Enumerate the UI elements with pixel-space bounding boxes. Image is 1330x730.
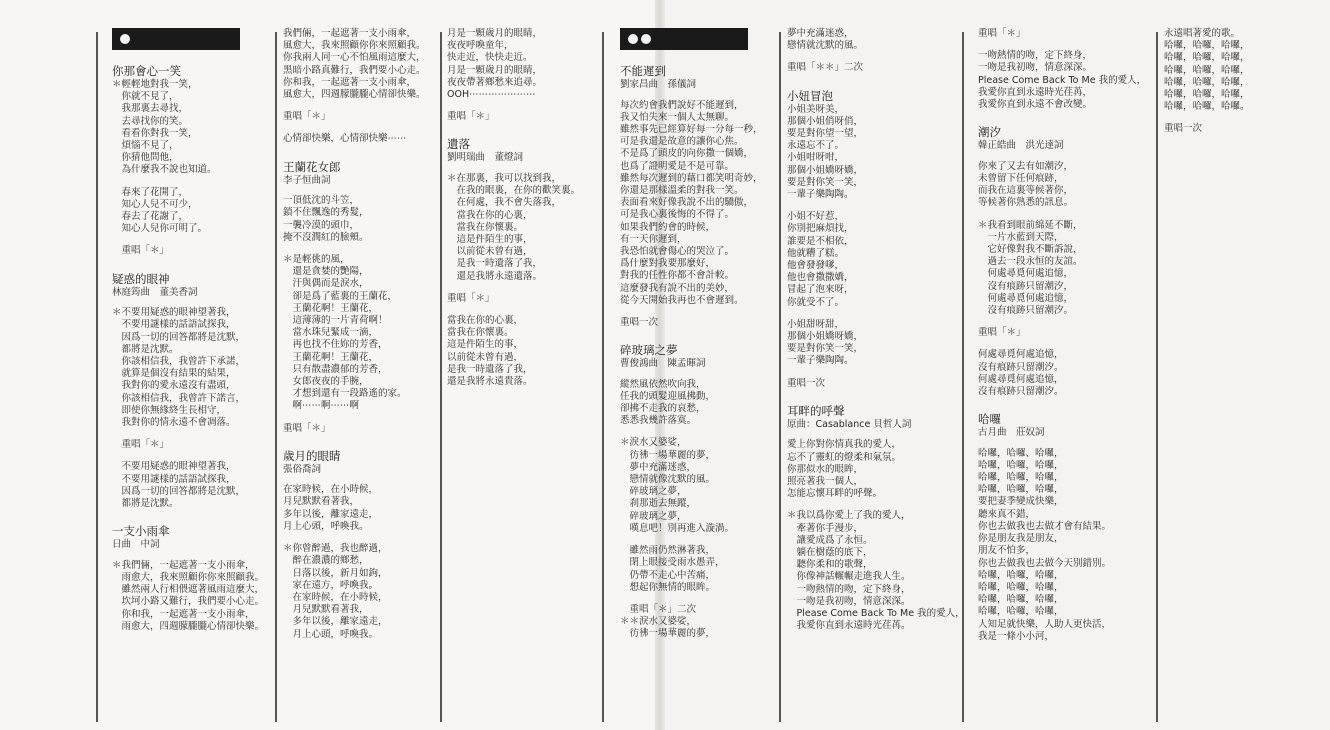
lyric-line: 再也找不住妳的芳香，	[283, 339, 388, 351]
lyric-line: 一輩子樂陶陶。	[787, 189, 854, 201]
lyric-line: Please Come Back To Me 我的愛人，	[978, 74, 1147, 86]
lyric-line: 重唱「＊」	[112, 439, 170, 451]
lyric-line: 他就糟了糕。	[787, 247, 845, 259]
lyric-line: 那個小姐嬌呀嬌，	[787, 331, 864, 343]
stanza-gap	[620, 427, 780, 437]
lyric-line: 重唱一次	[787, 377, 826, 389]
lyric-line: 因爲一切的回答都將是沈默，	[112, 331, 246, 343]
lyric-line: 誰要是不相依，	[787, 235, 854, 247]
lyric-line: 你也去做我也去做才會有結果。	[978, 520, 1112, 532]
lyric-line: 月上心頭，呼喚我。	[283, 628, 379, 640]
lyric-line: 你也去做我也去做今天別錯別。	[978, 557, 1112, 569]
lyric-line: 碎玻璃之夢，	[620, 486, 687, 498]
lyric-line: 哈囉，哈囉，哈囉，	[978, 472, 1064, 484]
lyric-line: 永遠唱著愛的歌。	[1164, 28, 1241, 39]
lyric-line: 哈囉，哈囉，哈囉，	[978, 606, 1064, 618]
stanza-gap	[112, 429, 272, 439]
stanza-gap	[978, 317, 1153, 327]
lyric-line: 哈囉，哈囉，哈囉，	[1164, 89, 1250, 101]
lyric-line: 表面看來好像我說不出的驕傲，	[620, 197, 754, 209]
dot-icon	[120, 34, 130, 44]
lyric-line: 當我在你的心裏，	[447, 209, 533, 221]
stanza-gap	[447, 283, 597, 293]
lyric-line: 彷彿一場華麗的夢，	[620, 449, 716, 461]
lyric-line: 每次約會我們說好不能遲到，	[620, 99, 744, 111]
lyric-line: 在我的眼裏，在你的歡笑裏。	[447, 185, 581, 197]
lyric-line: 就算是個沒有結果的結果，	[112, 368, 236, 380]
lyric-line: 醉在濃濃的鄉愁，	[283, 555, 369, 567]
lyric-line: 我是一條小小河，	[978, 630, 1055, 642]
lyric-line: 重唱「＊」	[283, 111, 331, 123]
lyric-line: 小姐咁呀咁，	[787, 152, 845, 164]
lyric-line: 哈囉，哈囉，哈囉，	[1164, 40, 1250, 52]
lyric-line: 王蘭花啊！王蘭花，	[283, 351, 379, 363]
lyric-line: 嘆息吧！別再進入漩渦。	[620, 522, 735, 534]
lyric-line: 雖然每次遲到的藉口都笑明奇妙，	[620, 172, 763, 184]
lyric-line: 月兒默默看著我，	[283, 496, 360, 508]
stanza-gap	[283, 413, 438, 423]
lyric-line: 對我的任性你都不會計較。	[620, 270, 735, 282]
lyric-line: 沒有痕跡只留潮汐。	[978, 385, 1064, 397]
lyric-line: 哈囉，哈囉、哈囉，	[978, 447, 1064, 459]
lyric-line: 是我一時遺落了我，	[447, 258, 543, 270]
song-credit: 原曲：Casablance 貝哲人詞	[787, 418, 912, 430]
stanza-gap	[283, 533, 438, 543]
stanza-gap	[283, 101, 438, 111]
lyric-line: 一吻熱情的吻，定下終身，	[978, 50, 1093, 62]
stanza-gap	[620, 329, 780, 339]
lyric-line: 只有散盡濃郁的芳香，	[283, 363, 388, 375]
stanza-gap	[112, 510, 272, 520]
lyrics-column	[447, 28, 597, 388]
lyric-line: 在家時候，在小時候，	[283, 591, 388, 603]
lyric-line: 重唱「＊」	[447, 111, 495, 123]
stanza-gap	[283, 123, 438, 133]
lyric-line: 哈囉，哈囉，哈囉。	[1164, 101, 1250, 113]
lyric-line: 雖然兩人行相偎遮著風雨這麼大，	[112, 584, 265, 596]
lyric-line: 看看你對我一笑，	[112, 127, 198, 139]
lyric-line: 都將是沈默。	[112, 343, 179, 355]
lyric-line: 這麼發我有說不出的美妙，	[620, 282, 735, 294]
song-title: 哈囉	[978, 412, 1001, 427]
lyric-line: 一襲冷漠的頭巾，	[283, 219, 360, 231]
lyric-line: 要是對你望一望，	[787, 128, 864, 140]
lyric-line: 春去了花謝了，	[112, 211, 189, 223]
lyric-line: 當我在你懷裏。	[447, 327, 514, 339]
lyric-line: 黑暗小路真難行，我們要小心走。	[283, 64, 426, 76]
lyric-line: 我又怕失來一個人太無聊。	[620, 111, 735, 123]
lyric-line: 我對你的愛永遠沒有盡頭，	[112, 380, 236, 392]
lyric-line: 躺在樹蔭的底下，	[787, 547, 873, 558]
lyric-line: 沒有痕跡只留潮汐。	[978, 361, 1064, 373]
lyric-line: 不是爲了頭皮的向你撒一個嬌，	[620, 148, 754, 160]
song-credit: 張俗喬詞	[283, 463, 322, 475]
stanza-gap	[978, 40, 1153, 50]
lyric-line: ＊＊淚水又婆娑，	[620, 616, 697, 628]
lyric-line: 還是貪婪的艷陽，	[283, 266, 369, 278]
stanza-gap	[787, 390, 967, 400]
dot-icon	[628, 34, 638, 44]
lyric-line: 彷彿一場華麗的夢，	[620, 628, 716, 640]
song-title: 王蘭花女郎	[283, 159, 341, 174]
stanza-gap	[787, 500, 967, 510]
column-divider	[602, 32, 604, 722]
lyric-line: 照亮著我一個人，	[787, 475, 864, 487]
lyric-line: 我愛你直到永遠時光荏苒。	[787, 620, 911, 632]
stanza-gap	[978, 210, 1153, 220]
lyrics-column	[620, 28, 780, 641]
lyric-line: 而我在這裏等候著你，	[978, 185, 1074, 197]
lyric-line: 我愛你直到永遠不會改變。	[978, 99, 1093, 111]
lyric-line: 等候著你熟悉的訊息。	[978, 197, 1074, 209]
side-header-bar	[112, 28, 240, 50]
stanza-gap	[283, 435, 438, 445]
stanza-gap	[978, 398, 1153, 408]
lyric-line: 雨愈大，我來照顧你你來照顧我。	[112, 571, 265, 583]
lyrics-column	[1164, 28, 1314, 136]
lyric-line: 當水珠兒緊成一滴，	[283, 327, 379, 339]
column-divider	[440, 32, 442, 722]
lyric-line: 春來了花開了，	[112, 186, 189, 198]
lyric-line: 想起你無情的眼眸。	[620, 581, 716, 593]
lyric-line: 月上心頭，呼喚我。	[283, 520, 369, 532]
lyric-line: 它好像對我不斷訴說，	[978, 243, 1083, 255]
lyric-line: 你和我，一起遮著一支小雨傘，	[283, 76, 417, 88]
lyric-line: 那個小姐俏呀俏，	[787, 115, 864, 127]
song-title: 遺落	[447, 137, 470, 152]
lyric-line: 沒有痕跡只留潮汐，	[978, 280, 1074, 292]
lyric-line: 沒有痕跡只留潮汐。	[978, 304, 1074, 316]
lyric-line: 哈囉，哈囉，哈囉，	[1164, 52, 1250, 64]
lyric-line: 爲什麼對我要那麼好，	[620, 258, 716, 270]
stanza-gap	[447, 101, 597, 111]
lyric-line: 因爲一切的回答都將是沈默，	[112, 485, 246, 497]
song-credit: 李子恒曲詞	[283, 174, 331, 186]
lyric-line: 永遠忘不了。	[787, 140, 845, 152]
lyric-line: 我那裏去尋找，	[112, 103, 189, 115]
song-credit: 韓正皓曲 洪光達詞	[978, 140, 1064, 152]
song-title: 小妞冒泡	[787, 88, 833, 103]
lyric-line: 小姐美呀美，	[787, 103, 845, 115]
lyric-line: 汗與偶而是淚水，	[283, 278, 369, 290]
lyric-line: 以前從未曾有過，	[447, 246, 533, 258]
stanza-gap	[978, 111, 1153, 121]
lyric-line: 忘不了靈虹的燈柔和氣氛。	[787, 451, 902, 463]
lyric-line: 哈囉，哈囉，哈囉，	[978, 484, 1064, 496]
lyric-line: 夜夜呼喚童年，	[447, 40, 514, 52]
stanza-gap	[978, 339, 1153, 349]
stanza-gap	[112, 177, 272, 187]
lyric-line: 哈囉，哈囉，哈囉，	[978, 581, 1064, 593]
dot-icon	[641, 34, 651, 44]
lyric-line: 煩惱不見了，	[112, 140, 179, 152]
lyric-line: 哈囉，哈囉，哈囉，	[978, 459, 1064, 471]
lyric-line: 雖然雨仍然淋著我，	[620, 545, 716, 557]
lyric-line: 日落以後，新月如鉤，	[283, 567, 388, 579]
lyric-line: 冒起了泡來呀，	[787, 284, 854, 296]
lyric-line: 不要用謎樣的話語試探我，	[112, 473, 236, 485]
lyric-line: 重唱「＊」	[283, 422, 331, 434]
lyric-line: 小姐不好惹，	[787, 211, 845, 223]
lyric-line: 一頂低沈的斗笠，	[283, 195, 360, 207]
stanza-gap	[620, 594, 780, 604]
lyric-line: 可是我心裏後悔的不得了。	[620, 209, 735, 221]
lyric-line: 啊⋯⋯啊⋯⋯啊	[283, 400, 360, 412]
lyric-line: 你該相信我，我曾許下諾言，	[112, 392, 246, 404]
lyric-line: 怎能忘懷耳畔的呼聲。	[787, 488, 883, 500]
lyric-line: 任我的頭髮迎風拂動，	[620, 390, 716, 402]
lyric-line: 過去一段永恒的友誼。	[978, 256, 1083, 268]
lyric-line: 鎖不住飄逸的秀髮，	[283, 207, 369, 219]
lyric-line: ＊淚水又婆娑，	[620, 437, 687, 449]
lyric-line: 不要用謎樣的話語試探我，	[112, 319, 236, 331]
lyric-line: 去尋找你的笑。	[112, 115, 189, 127]
lyric-line: 你別把麻煩找，	[787, 223, 854, 235]
lyric-line: 在何處，我不會失落我，	[447, 197, 562, 209]
lyric-line: 我們倆，一起遮著一支小雨傘，	[283, 28, 417, 39]
lyric-line: 未曾留下任何痕跡，	[978, 172, 1064, 184]
lyric-line: ＊你曾醉過，我也醉過，	[283, 543, 388, 555]
lyric-line: 哈囉，哈囉，哈囉，	[978, 569, 1064, 581]
lyric-line: 重唱「＊＊」二次	[787, 62, 864, 74]
lyric-line: 還是我將永遠遺落。	[447, 270, 543, 282]
lyric-line: 縱然風依然吹向我，	[620, 378, 706, 390]
lyric-line: 月是一顆歲月的眼睛，	[447, 64, 543, 76]
lyric-line: 戀情就沈默的風。	[787, 40, 864, 52]
lyric-line: 閉上眼接受雨水愚弄，	[620, 557, 725, 569]
lyric-line: 哈囉，哈囉，哈囉，	[1164, 64, 1250, 76]
lyric-line: 仍帶不走心中苦痛，	[620, 569, 716, 581]
song-title: 歲月的眼睛	[283, 448, 341, 463]
lyric-line: 從今天開始我再也不會遲到。	[620, 294, 744, 306]
stanza-gap	[787, 309, 967, 319]
lyric-line: 哈囉，哈囉，哈囉，	[978, 594, 1064, 606]
lyric-line: 月兒默默看著我，	[283, 604, 369, 616]
lyric-line: 為什麼我不說也知道。	[112, 164, 217, 176]
lyric-line: 以前從未曾有過，	[447, 351, 524, 363]
song-title: 碎玻璃之夢	[620, 343, 678, 358]
lyric-line: 讓愛成爲了永恒。	[787, 534, 873, 546]
lyric-line: 刹那逝去無蹤，	[620, 498, 697, 510]
lyric-line: 可是我還是故意的讓你心焦。	[620, 136, 744, 148]
lyric-line: 重唱「＊」	[112, 245, 170, 257]
lyric-line: Please Come Back To Me 我的愛人，	[787, 608, 965, 620]
lyric-line: ＊在那裏，我可以找到我，	[447, 172, 562, 184]
lyric-line: 他也會撒撒嬌，	[787, 272, 854, 284]
lyric-line: 雖然事先已經算好每一分每一秒，	[620, 123, 763, 135]
lyric-line: 這是件陌生的事，	[447, 233, 533, 245]
lyric-line: 快走近，快快走近。	[447, 52, 533, 64]
lyric-line: 戀情就像沈默的風。	[620, 474, 716, 486]
lyric-line: ＊是輕佻的風，	[283, 253, 350, 265]
song-title: 你那會心一笑	[112, 64, 181, 78]
stanza-gap	[112, 235, 272, 245]
lyric-line: 卻是爲了藍裏的王蘭花，	[283, 290, 398, 302]
stanza-gap	[787, 368, 967, 378]
lyric-line: 不要用疑惑的眼神望著我，	[112, 461, 236, 473]
stanza-gap	[620, 307, 780, 317]
song-credit: 林庭筠曲 董美香詞	[112, 286, 198, 298]
lyric-line: 夢中充滿迷惑，	[620, 461, 697, 473]
lyric-line: 當我在你的心裏，	[447, 314, 524, 326]
lyric-line: 風愈大，四週朦朧朧心情卻快樂。	[283, 89, 426, 101]
song-title: 潮汐	[978, 125, 1001, 140]
lyrics-column	[978, 28, 1153, 643]
lyric-line: 重唱「＊」	[978, 28, 1026, 39]
lyric-line: 多年以後，離家遠走，	[283, 508, 379, 520]
column-divider	[1156, 32, 1158, 722]
stanza-gap	[447, 123, 597, 133]
lyric-line: 小姐甜呀甜，	[787, 318, 845, 330]
lyrics-column	[112, 28, 272, 633]
lyric-line: 他會發發嗲，	[787, 260, 845, 272]
lyric-line: 這是件陌生的事，	[447, 339, 524, 351]
lyric-line: 有一天你遲到，	[620, 233, 687, 245]
lyric-line: 一輩子樂陶陶。	[787, 355, 854, 367]
column-divider	[96, 32, 98, 722]
lyric-line: 知心人兒你可明了。	[112, 223, 208, 235]
lyric-line: 坎坷小路又難行，我們要小心走。	[112, 596, 265, 608]
lyric-line: 何處尋覓何處追憶，	[978, 268, 1074, 280]
lyric-line: 即使你無緣終生長相守，	[112, 404, 227, 416]
lyric-line: 一吻是我初吻，情意深深。	[978, 62, 1093, 74]
lyric-line: 何處尋覓何處追憶，	[978, 349, 1064, 361]
lyric-line: 我愛你直到永遠時光荏苒，	[978, 86, 1093, 98]
lyric-line: 一吻熱情的吻，定下終身，	[787, 583, 911, 595]
lyric-line: 悉悉我幾許落寞。	[620, 415, 697, 427]
song-title: 耳畔的呼聲	[787, 403, 845, 418]
stanza-gap	[620, 535, 780, 545]
lyric-line: 要是對你笑一笑，	[787, 343, 864, 355]
lyric-line: 夜夜帶著鄉愁來追尋。	[447, 76, 543, 88]
stanza-gap	[447, 305, 597, 315]
lyric-line: 才想到還有一段路遙的家。	[283, 388, 407, 400]
lyric-line: 你該相信我，我曾許下承諾，	[112, 355, 246, 367]
song-title: 一支小雨傘	[112, 524, 170, 539]
lyric-line: 我恐怕就會傷心的哭泣了。	[620, 245, 735, 257]
lyric-line: ＊我以爲你愛上了我的愛人，	[787, 510, 911, 522]
lyric-line: 這薄薄的一片青荷啊！	[283, 314, 388, 326]
lyric-line: 重唱「＊」二次	[620, 603, 697, 615]
lyric-line: 要是對你笑一笑，	[787, 176, 864, 188]
lyric-line: 一片水藍到天際，	[978, 231, 1064, 243]
lyric-line: 我對你的情永遠不會凋落。	[112, 416, 236, 428]
lyric-line: ＊不要用疑惑的眼神望著我，	[112, 307, 236, 319]
lyric-line: 重唱一次	[620, 316, 659, 328]
lyric-line: 是我一時遺落了我，	[447, 363, 533, 375]
song-title: 不能遲到	[620, 64, 666, 78]
lyric-line: 在家時候，在小時候，	[283, 484, 379, 496]
stanza-gap	[283, 244, 438, 254]
lyric-line: 你還是那樣溫柔的對我一笑。	[620, 184, 744, 196]
lyric-line: 家在遠方，呼喚我。	[283, 579, 379, 591]
lyric-line: 你猜他問他，	[112, 152, 179, 164]
side-header-bar	[620, 28, 748, 50]
lyric-line: 何處尋覓何處追憶，	[978, 373, 1064, 385]
stanza-gap	[787, 201, 967, 211]
lyric-line: OOH⋯⋯⋯⋯⋯⋯⋯	[447, 89, 536, 101]
lyric-line: 人知足就快樂，人助人更快活，	[978, 618, 1112, 630]
lyric-line: 掩不沒潤紅的臉頰。	[283, 231, 369, 243]
lyric-line: 月是一顆歲月的眼睛，	[447, 28, 543, 39]
lyric-line: 多年以後，離家遠走，	[283, 616, 388, 628]
lyric-line: 你那似水的眼眸，	[787, 463, 864, 475]
lyric-line: 朋友不怕多，	[978, 545, 1036, 557]
lyric-line: ＊我們倆，一起遮著一支小雨傘，	[112, 559, 255, 571]
lyric-line: 你和我，一起遮著一支小雨傘，	[112, 608, 255, 620]
lyric-line: 愛上你對你情真我的愛人，	[787, 439, 902, 451]
lyric-line: ＊輕輕地對我一笑，	[112, 79, 198, 90]
lyric-line: 你就受不了。	[787, 296, 845, 308]
lyric-line: 如果我們約會的時候，	[620, 221, 716, 233]
song-credit: 日曲 中詞	[112, 539, 160, 551]
stanza-gap	[283, 146, 438, 156]
lyric-line: 卻拂不走我的哀愁，	[620, 403, 706, 415]
stanza-gap	[1164, 113, 1314, 123]
lyric-line: 聽來真不錯，	[978, 508, 1036, 520]
lyric-line: 碎玻璃之夢，	[620, 510, 687, 522]
lyric-line: 王蘭花啊！王蘭花，	[283, 302, 379, 314]
lyric-line: 都將是沈默。	[112, 497, 179, 509]
lyric-line: 重唱一次	[1164, 123, 1203, 135]
column-divider	[275, 32, 277, 722]
lyric-line: 風愈大，我來照顧你你來照顧我。	[283, 40, 426, 52]
lyric-line: 你我兩人同一心不怕風雨這麼大，	[283, 52, 426, 64]
lyrics-column	[283, 28, 438, 641]
lyric-line: 夢中充滿迷惑，	[787, 28, 854, 39]
lyric-line: 那個小姐嬌呀嬌，	[787, 164, 864, 176]
song-credit: 曹俊鴻曲 陳孟暉詞	[620, 358, 706, 370]
lyric-line: ＊我看到眼前綿延不斷，	[978, 219, 1083, 231]
lyric-line: 要把妻季變成快樂，	[978, 496, 1064, 508]
song-credit: 劉明瑞曲 董燈詞	[447, 152, 524, 164]
lyric-line: 你來了又去有如潮汐，	[978, 160, 1074, 172]
lyric-line: 知心人兒不可少，	[112, 198, 198, 210]
lyric-line: 雨愈大，四週朦朧朧心情卻快樂。	[112, 620, 265, 632]
lyric-line: 聽你柔和的歌聲，	[787, 559, 873, 571]
stanza-gap	[112, 451, 272, 461]
lyric-line: 女郎夜夜的手腕，	[283, 375, 369, 387]
stanza-gap	[787, 75, 967, 85]
song-credit: 劉家昌曲 孫儀詞	[620, 79, 697, 90]
lyric-line: 一吻是我初吻，情意深深。	[787, 595, 911, 607]
lyric-line: 重唱「＊」	[978, 327, 1026, 339]
lyrics-column	[787, 28, 967, 632]
song-credit: 古月曲 莊奴詞	[978, 427, 1045, 439]
lyric-line: 你像神話輾輾走進我人生。	[787, 571, 911, 583]
stanza-gap	[787, 52, 967, 62]
lyric-line: 也爲了證明愛是不是可靠。	[620, 160, 735, 172]
stanza-gap	[112, 258, 272, 268]
lyric-line: 你就不見了，	[112, 91, 179, 103]
lyric-line: 何處尋覓何處追憶，	[978, 292, 1074, 304]
lyric-line: 還是我將永遠貴落。	[447, 375, 533, 387]
song-title: 疑惑的眼神	[112, 271, 170, 286]
lyric-line: 你是朋友我是朋友，	[978, 533, 1064, 545]
lyric-line: 當我在你懷裏。	[447, 221, 524, 233]
lyric-line: 心情卻快樂，心情卻快樂⋯⋯	[283, 133, 407, 145]
lyric-line: 重唱「＊」	[447, 292, 495, 304]
lyric-line: 哈囉，哈囉，哈囉，	[1164, 76, 1250, 88]
lyric-line: 牽著你手漫步，	[787, 522, 864, 534]
